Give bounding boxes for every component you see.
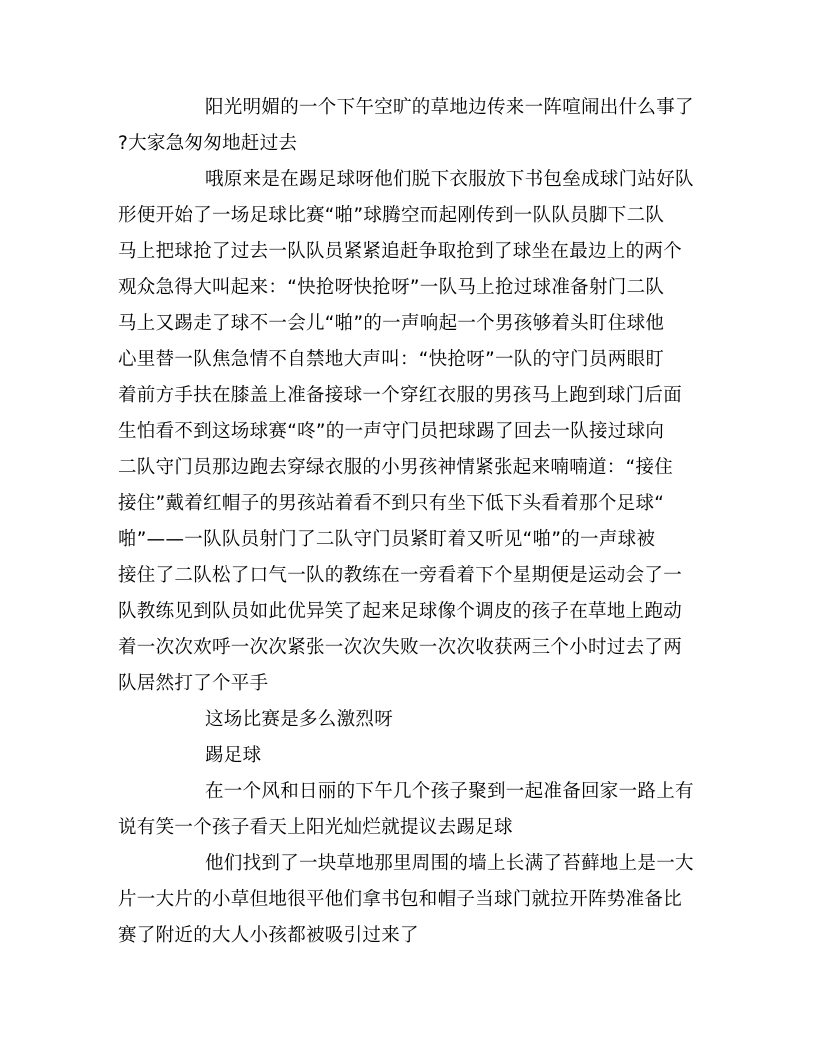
paragraph-2-line-12: 接住了二队松了口气一队的教练在一旁看着下个星期便是运动会了一 [118,565,683,586]
paragraph-5-line-1: 在一个风和日丽的下午几个孩子聚到一起准备回家一路上有 [205,781,694,802]
paragraph-2-line-6: 心里替一队焦急情不自禁地大声叫：“快抢呀”一队的守门员两眼盯 [118,349,665,370]
paragraph-2-line-4: 观众急得大叫起来：“快抢呀快抢呀”一队马上抢过球准备射门二队 [118,277,665,298]
paragraph-6-line-2: 片一大片的小草但地很平他们拿书包和帽子当球门就拉开阵势准备比 [118,889,683,910]
paragraph-2-line-3: 马上把球抢了过去一队队员紧紧追赶争取抢到了球坐在最边上的两个 [118,241,683,262]
paragraph-2-line-1: 哦原来是在踢足球呀他们脱下衣服放下书包垒成球门站好队 [205,169,694,190]
paragraph-2-line-2: 形便开始了一场足球比赛“啪”球腾空而起刚传到一队队员脚下二队 [118,205,665,226]
paragraph-2-line-11: 啪”——一队队员射门了二队守门员紧盯着又听见“啪”的一声球被 [118,529,656,550]
paragraph-6-line-3: 赛了附近的大人小孩都被吸引过来了 [118,925,419,946]
paragraph-3-line-1: 这场比赛是多么激烈呀 [205,709,394,730]
paragraph-2-line-15: 队居然打了个平手 [118,673,269,694]
paragraph-6-line-1: 他们找到了一块草地那里周围的墙上长满了苔藓地上是一大 [205,853,694,874]
paragraph-4-line-1: 踢足球 [205,745,262,766]
paragraph-2-line-5: 马上又踢走了球不一会儿“啪”的一声响起一个男孩够着头盯住球他 [118,313,665,334]
paragraph-2-line-7: 着前方手扶在膝盖上准备接球一个穿红衣服的男孩马上跑到球门后面 [118,385,683,406]
paragraph-2-line-10: 接住”戴着红帽子的男孩站着看不到只有坐下低下头看着那个足球“ [118,493,665,514]
paragraph-5-line-2: 说有笑一个孩子看天上阳光灿烂就提议去踢足球 [118,817,513,838]
paragraph-2-line-8: 生怕看不到这场球赛“咚”的一声守门员把球踢了回去一队接过球向 [118,421,665,442]
paragraph-1-line-1: 阳光明媚的一个下午空旷的草地边传来一阵喧闹出什么事了 [205,97,694,118]
paragraph-1-line-2: ?大家急匆匆地赶过去 [118,133,298,154]
paragraph-2-line-9: 二队守门员那边跑去穿绿衣服的小男孩神情紧张起来喃喃道：“接住 [118,457,674,478]
paragraph-2-line-13: 队教练见到队员如此优异笑了起来足球像个调皮的孩子在草地上跑动 [118,601,683,622]
paragraph-2-line-14: 着一次次欢呼一次次紧张一次次失败一次次收获两三个小时过去了两 [118,637,683,658]
